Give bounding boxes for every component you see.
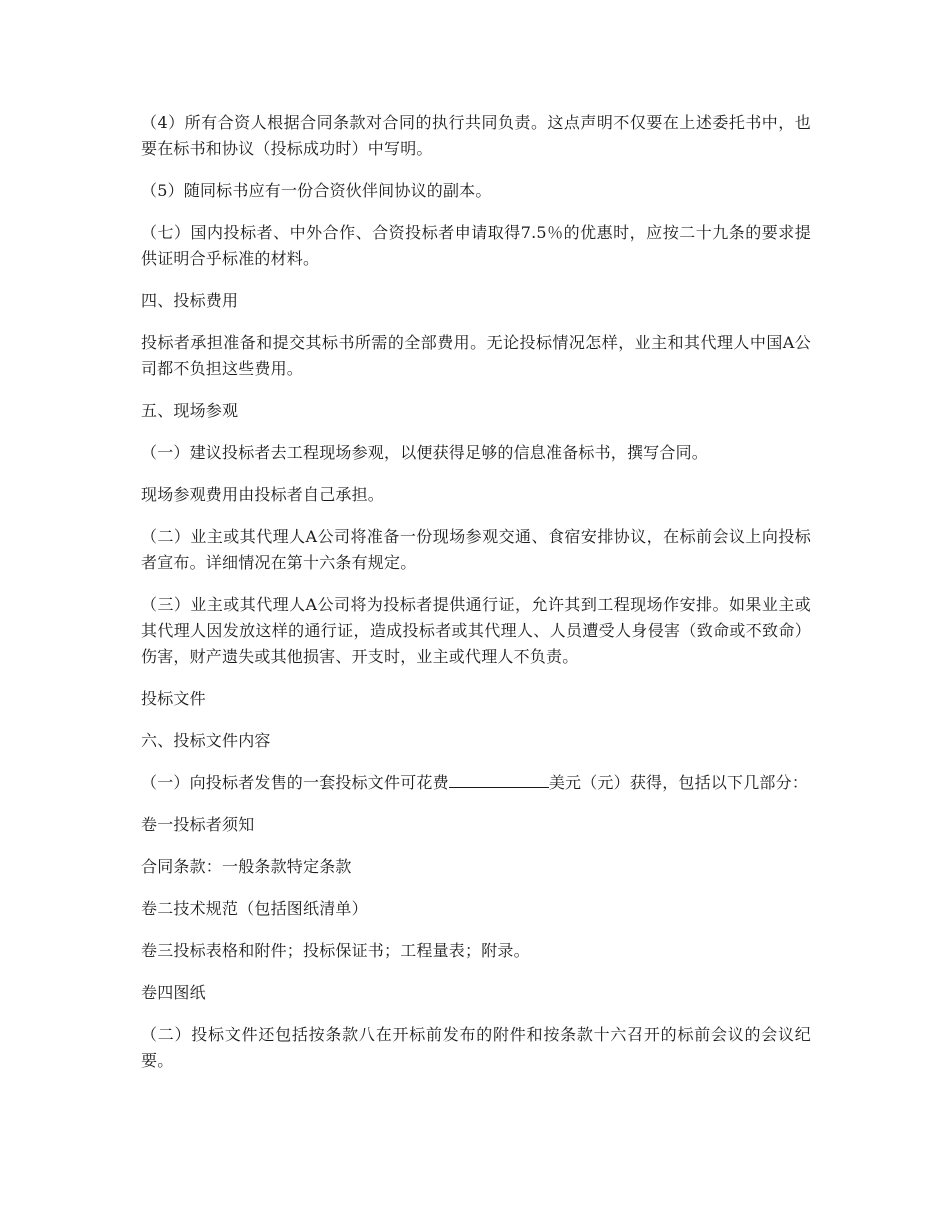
paragraph-site-visit-2: （二）业主或其代理人A公司将准备一份现场参观交通、食宿安排协议，在标前会议上向投标者宣布。详细情况在第十六条有规定。 (141, 527, 811, 572)
contract-terms: 合同条款：一般条款特定条款 (141, 857, 352, 876)
paragraph-clause-7: （七）国内投标者、中外合作、合资投标者申请取得7.5％的优惠时，应按二十九条的要求提供证明合乎标准的材料。 (141, 223, 811, 268)
paragraph-site-visit-3: （三）业主或其代理人A公司将为投标者提供通行证，允许其到工程现场作安排。如果业主或其代理人因发放这样的通行证，造成投标者或其代理人、人员遭受人身侵害（致命或不致命）伤害，财产遗失或其他损害、开支时，业主或代理人不负责。 (141, 595, 811, 666)
paragraph-clause-5: （5）随同标书应有一份合资伙伴间协议的副本。 (141, 181, 492, 200)
paragraph-site-visit-1: （一）建议投标者去工程现场参观，以便获得足够的信息准备标书，撰写合同。 (141, 443, 709, 462)
fee-blank-line (449, 771, 549, 788)
volume-2: 卷二技术规范（包括图纸清单） (141, 899, 368, 918)
fee-text-after: 美元（元）获得，包括以下几部分： (548, 773, 809, 792)
volume-1: 卷一投标者须知 (141, 815, 255, 834)
section-heading-site-visit: 五、现场参观 (141, 401, 239, 420)
section-heading-bid-contents: 六、投标文件内容 (141, 731, 271, 750)
section-heading-bid-documents: 投标文件 (141, 689, 206, 708)
paragraph-clause-4: （4）所有合资人根据合同条款对合同的执行共同负责。这点声明不仅要在上述委托书中，也要在标书和协议（投标成功时）中写明。 (141, 113, 811, 158)
volume-3: 卷三投标表格和附件；投标保证书；工程量表；附录。 (141, 941, 530, 960)
paragraph-site-visit-cost: 现场参观费用由投标者自己承担。 (141, 485, 385, 504)
fee-text-before: （一）向投标者发售的一套投标文件可花费 (141, 773, 449, 792)
section-heading-bid-cost: 四、投标费用 (141, 291, 239, 310)
volume-4: 卷四图纸 (141, 983, 206, 1002)
document-body (141, 110, 811, 1090)
paragraph-bid-cost: 投标者承担准备和提交其标书所需的全部费用。无论投标情况怎样，业主和其代理人中国A公司都不负担这些费用。 (141, 333, 811, 378)
paragraph-bid-docs-addenda: （二）投标文件还包括按条款八在开标前发布的附件和按条款十六召开的标前会议的会议纪要。 (141, 1025, 811, 1070)
paragraph-bid-fee (141, 770, 811, 796)
